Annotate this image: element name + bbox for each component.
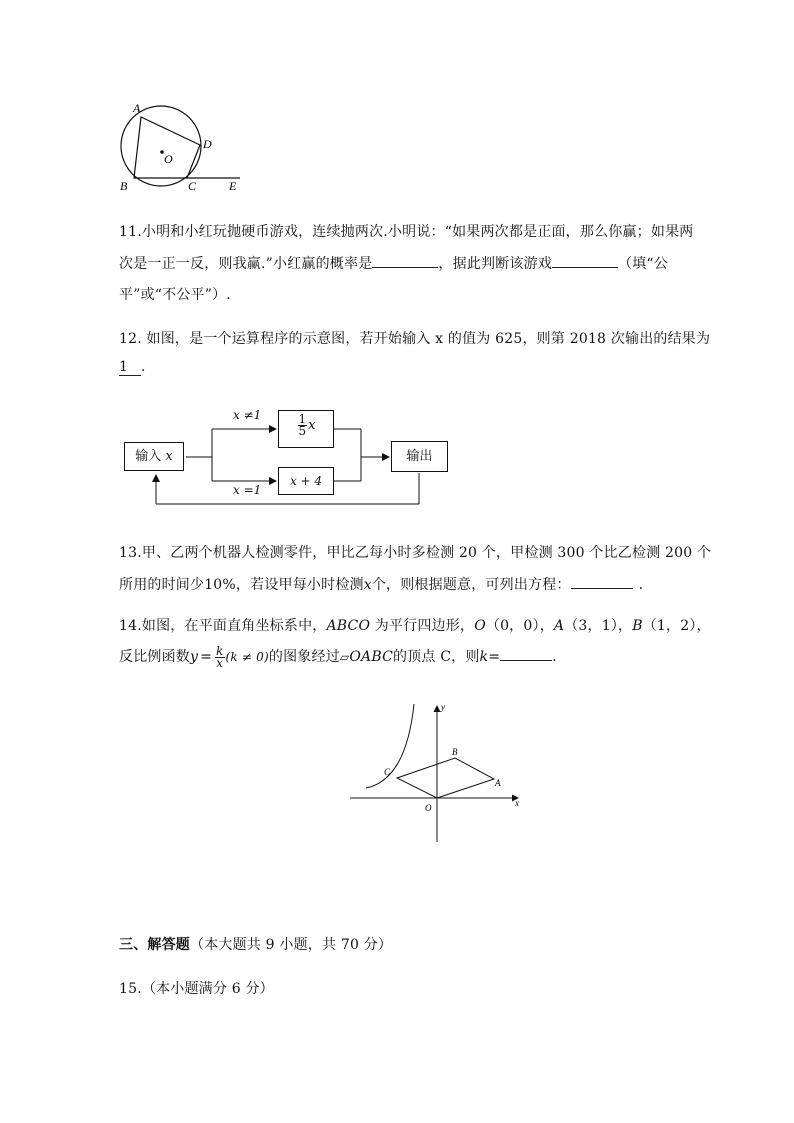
- q14-line2-b: 的图象经过: [268, 649, 340, 665]
- q14-line2-d: =: [488, 649, 501, 665]
- input-box: [124, 442, 184, 471]
- q14-line1-e: （1，2），: [642, 618, 711, 634]
- fraction-one-fifth: [298, 414, 308, 437]
- q14-abco: ABCO: [326, 618, 371, 634]
- label-c: C: [188, 179, 197, 193]
- q11-blank-probability: [372, 253, 438, 268]
- input-var: x: [165, 449, 173, 464]
- cond-top: x ≠1: [233, 408, 262, 422]
- box-x-plus-4: x + 4: [278, 467, 334, 495]
- q14-k: k: [479, 649, 489, 665]
- q14-line2-end: .: [552, 649, 557, 665]
- q11-line3: 平”或“不公平”）.: [119, 287, 231, 303]
- q14-blank-k: [500, 646, 552, 661]
- q13-line1: 13.甲、乙两个机器人检测零件，甲比乙每小时多检测 20 个，甲检测 300 个比乙检测 200 个: [119, 545, 712, 561]
- q13-line2-end: .: [638, 577, 644, 593]
- q13-line2-b: 个，则根据题意，可列出方程：: [371, 577, 571, 593]
- q14-y: y: [190, 649, 199, 665]
- input-label: 输入: [135, 449, 162, 464]
- q15-text: 15.（本小题满分 6 分）: [119, 981, 274, 997]
- q13-line2-a: 所用的时间少10%，若设甲每小时检测: [119, 577, 364, 593]
- axis-label-x: x: [515, 798, 519, 808]
- label-o: O: [164, 152, 173, 166]
- q14-point-o: O: [474, 618, 486, 634]
- q14-equals: =: [200, 649, 213, 665]
- q14-condition: (k ≠ 0): [225, 650, 269, 664]
- q14-oabc: OABC: [349, 649, 393, 665]
- flowchart: [118, 405, 458, 515]
- q14-line1-a: 14.如图，在平面直角坐标系中，: [119, 618, 327, 634]
- cond-bottom: x =1: [233, 483, 262, 497]
- label-b: B: [120, 179, 128, 193]
- point-label-c: C: [384, 767, 391, 777]
- point-label-b: B: [452, 747, 458, 757]
- q14-line1: [119, 615, 711, 635]
- q14-frac-k: k: [216, 643, 224, 658]
- output-box: 输出: [391, 441, 448, 472]
- q14-line1-d: （3，1），: [564, 618, 633, 634]
- q12-answer-tail: .: [141, 359, 146, 375]
- point-label-o: O: [425, 803, 432, 813]
- section3-title: 三、解答题: [119, 937, 190, 953]
- section3-note: （本大题共 9 小题，共 70 分）: [190, 937, 393, 953]
- q14-line1-c: （0，0），: [485, 618, 554, 634]
- q13-var-x: x: [363, 577, 372, 593]
- coordinate-figure: [348, 700, 528, 848]
- q14-fraction-k-over-x: [215, 643, 224, 670]
- q13-blank-equation: [571, 574, 633, 589]
- q11-line1: 11.小明和小红玩抛硬币游戏，连续抛两次.小明说：“如果两次都是正面，那么你赢；如果两: [119, 224, 694, 240]
- circle-figure: [112, 98, 252, 198]
- q14-line2-c: 的顶点 C，则: [392, 649, 480, 665]
- point-label-a: A: [495, 778, 501, 788]
- q14-point-a: A: [553, 618, 565, 634]
- q14-line2-a: 反比例函数: [119, 649, 190, 665]
- q13-line2: [119, 574, 643, 594]
- q14-line2: [119, 640, 557, 674]
- q11-line2-a: 次是一正一反，则我赢.”小红赢的概率是: [119, 256, 373, 272]
- q14-line1-b: 为平行四边形，: [370, 618, 475, 634]
- section3-heading: [119, 934, 392, 954]
- label-d: D: [203, 137, 212, 151]
- q14-frac-x: x: [216, 655, 224, 670]
- label-e: E: [229, 179, 237, 193]
- frac-var: x: [308, 418, 316, 433]
- frac-num: 1: [298, 412, 307, 426]
- parallelogram-oabc: [397, 758, 494, 798]
- q12-line2: [119, 359, 146, 376]
- quadrilateral-abcd: [134, 117, 200, 178]
- q11-blank-fairness: [552, 253, 618, 268]
- q11-line2: [119, 253, 668, 273]
- q11-line2-b: ，据此判断该游戏: [438, 256, 553, 272]
- q11-line2-c: （填“公: [618, 256, 668, 272]
- q14-parallelogram-symbol: ▱: [339, 650, 350, 664]
- axis-label-y: y: [441, 702, 445, 712]
- box-one-fifth-x: [278, 410, 334, 448]
- frac-den: 5: [298, 424, 307, 438]
- label-a: A: [133, 101, 141, 115]
- q12-answer: 1: [119, 359, 141, 376]
- q12-line1: 12. 如图，是一个运算程序的示意图，若开始输入 x 的值为 625，则第 2018 次输出的结果为: [119, 331, 711, 347]
- q14-point-b: B: [632, 618, 643, 634]
